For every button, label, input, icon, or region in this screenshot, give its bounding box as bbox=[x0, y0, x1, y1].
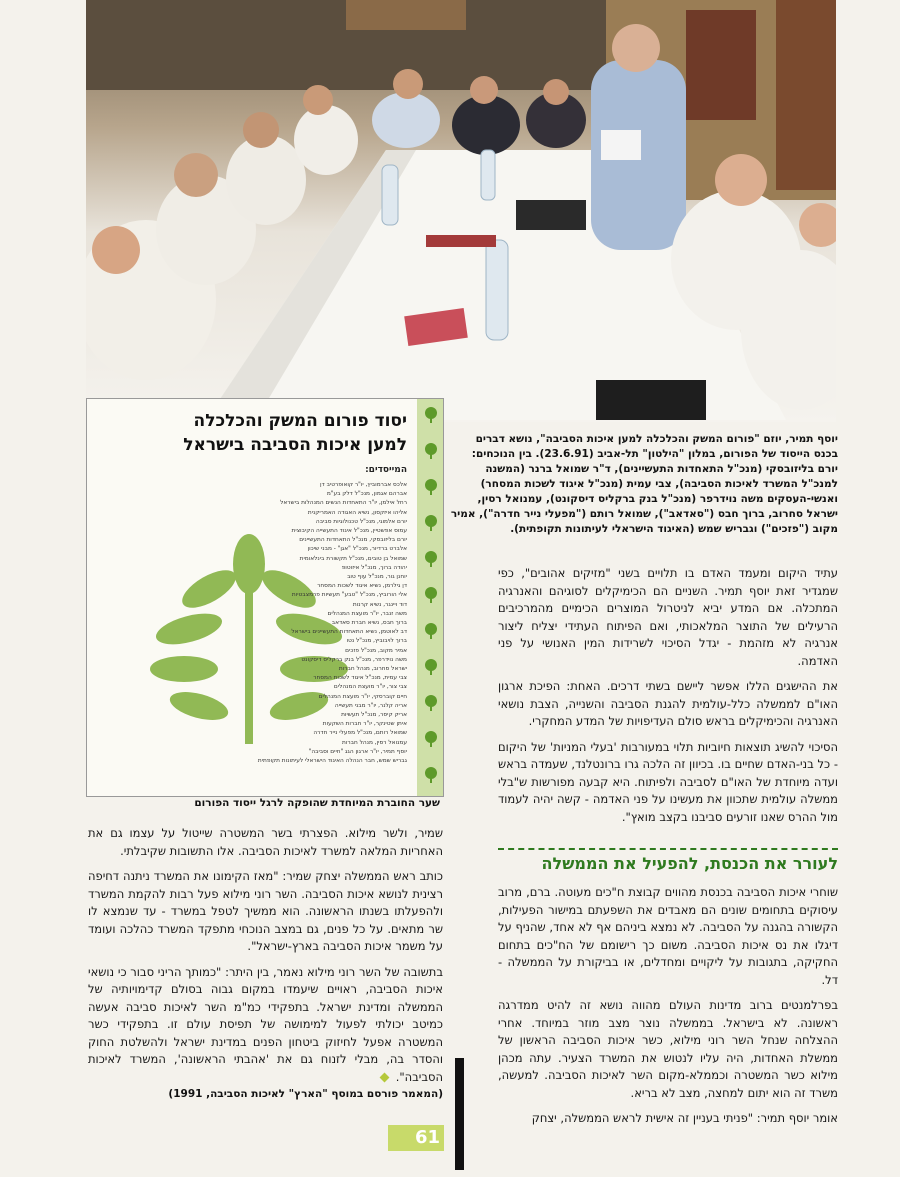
founder-name: אמיר מקוב, מנכ"ל פזכים bbox=[345, 647, 407, 654]
founder-name: איתן שטינקר, יו"ר חברות השקעות bbox=[322, 721, 407, 728]
article-column-left bbox=[88, 825, 443, 1094]
founder-name: אריה קלנר, יו"ר מבני תעשייה bbox=[334, 702, 407, 709]
founder-name: ישראל סחרוב, מנהל חברות bbox=[338, 666, 407, 673]
founder-name: יורם בליזובסקי, מנכ"ל התאחדות התעשיינים bbox=[299, 537, 407, 544]
meeting-photo-illustration bbox=[86, 0, 836, 422]
founder-name: עמנואל רסין, מנהל חברות bbox=[341, 739, 407, 746]
founder-name: משה זנבר, יו"ר מועצת המנהלים bbox=[327, 610, 407, 617]
photo-caption: יוסף תמיר, יוזם "פורום המשק והכלכלה למען איכות הסביבה", נושא דברים בכנס הייסוד של הפורום, במלון "הילטון" תל-אביב (23.6.91). בין הנוכחים: יורם בליזובסקי (מנכ"ל התאחדות התעשיינים), ד"ר שמואל ברנר (המשנה למנכ"ל המשרד לאיכות הסביבה), צבי עמית (מנכ"ל איגוד לשכות המסחר) ואנשי-העסקים משה נוידרפר (מנכ"ל בנק ברקליס דיסקונט), עמנואל רסין, ישראל סחרוב, ברוך חבס ("סאדאב"), שמואל רותם ("מפעלי נייר חדרה"), אמיר מקוב ("פזכים") וגבריש שמש (האיגוד הישראלי לעיתונות תקופתית). bbox=[450, 433, 838, 535]
paragraph: שוחרי איכות הסביבה בכנסת מהווים קבוצת ח"כים מעוטה. ברם, מרוב עיסוקים בתחומים שונים הם מאבדים את השפעתם במישור הפעילות, הקשורה בהגנה על הסביבה. לא נמצא ביניהם אף לא אחד, שהניף על דיגלו את נס איכות הסביבה. משום כך רישומם של הח"כים בתחום החקיקה, בתגובות על ליקויים ומחדלים, או בביקורת על הממשלה - דל. bbox=[498, 885, 838, 987]
meeting-photo bbox=[86, 0, 836, 422]
founder-name: חיים קוברסקי, יו"ר מועצת המנהלים bbox=[318, 693, 407, 700]
paragraph: עתיד היקום ומעמד האדם בו תלויים בשני "מזיקים אהובים", כפי שמגדיר זאת יוסף תמיר. השניים הם הכימיקלים לסוגיהם והאנרגיה המתכלה. אם המדע יביא לניטרול המוצרים הכימיים מהמרכיבים הרעילים של התוצר המלאכותי, ואם הפיתוח העתידי יצליח ליצור אנרגיה לא מזהמת - יגדל הסיכוי לשרידות המין האנושי על פני האדמה. bbox=[498, 566, 838, 668]
booklet-caption: שער החוברת המיוחדת שהופקה לרגל ייסוד הפורום bbox=[194, 797, 440, 809]
paragraph-text: בתשובה של השר רוני מילוא נאמר, בין היתר: "כמותך הריני סבור כי נושאי איכות הסביבה, ראויים שיעמדו במקום גבוה בסולם קדימויותיה של הממשלה ומדינת ישראל. בתפקידי כמ"מ השר לאיכות סביבה אעשה כמיטב יכולתי לפעול למימושה של תפיסת עולם זו. בתפקידי כשר המשטרה אפעל לחיזוק ביטחון הפנים במדינת ישראל ולהשלטת החוק והסדר בה, מבלי לזנוח גם את 'אהבתי הראשונה', המשרד לאיכות הסביבה". bbox=[88, 964, 443, 1084]
paragraph: את ההישגים הללו אפשר ליישם בשתי דרכים. האחת: הפיכת ארגון האו"ם לממשלה כלל-עולמית להגנת הסביבה והשנייה, הצבת נושאי האנרגיה והכימיקלים בראש סולם העדיפויות של המדע המחקרי. bbox=[498, 679, 838, 728]
page-number: 61 bbox=[388, 1125, 444, 1151]
page-divider-bar bbox=[455, 1058, 464, 1170]
founder-name: אריק קיסר, מנכ"ל תעשיות bbox=[341, 712, 407, 719]
founder-name: ברוך חבס, נשיא חברת סאדאב bbox=[331, 620, 407, 627]
section-heading: לעורר את הכנסת, להפעיל את הממשלה bbox=[498, 848, 838, 873]
tree-icon bbox=[423, 659, 439, 675]
founder-name: יוחנן גור, מנכ"ל עוף טוב bbox=[347, 574, 407, 581]
founder-name: אליהו איזקסון, נשיא האגודה האמריקנית bbox=[307, 509, 407, 516]
tree-icon bbox=[423, 587, 439, 603]
tree-icon bbox=[423, 443, 439, 459]
paragraph: בפרלמנטים ברוב מדינות העולם מהווה נושא זה להיט ממדרגה ראשונה. לא בישראל. בממשלה נוצר מצב מוזר במיוחד. אחרי ההצלחה שנחל השר רוני מילוא, כשר איכות הסביבה הראשון של ממשלת האחדות, היה עליו לנטוש את המשרד הצעיר. עתה מכהן מילוא כשר המשטרה וכממלא-מקום השר לאיכות הסביבה. למעשה, משרד זה הוא יתום למחצה, מצב לא בריא. bbox=[498, 998, 838, 1100]
tree-icon bbox=[423, 695, 439, 711]
booklet-title-line1: יסוד פורום המשק והכלכלה bbox=[193, 411, 407, 431]
paragraph: הסיכוי להשיג תוצאות חיוביות תלוי במעורבות 'בעלי המניות' של היקום - כל בני-האדם שחיים בו. בכיוון זה הלכה גרו ברונטלנד, שעמדה בראש ועדה מיוחדת של האו"ם לסביבה ולפיתוח. היא קבעה מפורשות ש"בלי ממשלה עולמית שתכוון את מעשינו על פני האדמה - קשה יהיה לעמוד מול ההרס שאנו זורעים סביבנו בקצב מואץ". bbox=[498, 739, 838, 824]
founder-name: דן גילרמן, נשיא איגוד לשכות המסחר bbox=[317, 583, 407, 590]
paragraph: אומר יוסף תמיר: "פניתי בעניין זה אישית לראש הממשלה, יצחק bbox=[531, 1111, 838, 1125]
tree-icon bbox=[423, 515, 439, 531]
paragraph bbox=[88, 964, 443, 1087]
founder-name: משה נוידרפר, מנכ"ל בנק ברקליס דיסקונט bbox=[301, 656, 407, 663]
founder-name: אלברט ברדיור, מנכ"ל "אגן" - מבני שיכון bbox=[307, 546, 407, 553]
founder-name: שמואל רותם, מנכ"ל מפעלי נייר חדרה bbox=[313, 730, 407, 737]
paragraph: כותב ראש הממשלה יצחק שמיר: "מאז הקימונו את המשרד ניתנה דחיפה רצינית לנושא איכות הסביבה. השר רוני מילוא פעל רבות להקמת המשרד ולהפעלתו בשנתו הראשונה. הוא ממשיך לטפל במשרד - עד שנמצא לו שר מתאים. על כל פנים, גם במצב הנוכחי מתפקד המשרד כהלכה ועומד על משמר איכות הסביבה בארץ-ישראל". bbox=[88, 869, 443, 953]
founder-name: גבריש שמש, חבר הנהלה האיגוד הישראלי לעיתונות תקופתית bbox=[257, 758, 407, 765]
founders-list bbox=[107, 481, 407, 766]
tree-icon bbox=[423, 623, 439, 639]
article-column-right-top bbox=[498, 565, 838, 834]
tree-icon bbox=[423, 479, 439, 495]
booklet-title-line2: למען איכות הסביבה בישראל bbox=[183, 435, 407, 455]
tree-icon bbox=[423, 407, 439, 423]
founder-name: רחל אילמן, יו"ר התאחדות הנשים המנהלות בישראל bbox=[280, 500, 407, 507]
founder-name: דב לאוטמן, נשיא התאחדות התעשיינים בישראל bbox=[291, 629, 407, 636]
founder-name: יורם אלמוגי, מנכ"ל טכנולוגיות סביבה bbox=[315, 518, 407, 525]
founder-name: ברוך לויבוביץ, מנכ"ל נטו bbox=[346, 638, 407, 645]
founder-name: אברהם אגמון, מנכ"ל דלק בע"מ bbox=[326, 491, 407, 498]
founder-name: יהודה ברוך, מנכ"ל איזוטופ bbox=[341, 564, 407, 571]
end-mark-icon bbox=[380, 1072, 390, 1082]
paragraph: שמיר, ולשר מילוא. הפצרתי בשר המשטרה שייטול על עצמו גם את האחריות המלאה למשרד לאיכות הסביבה. אלו התשובות שקיבלתי. bbox=[88, 826, 443, 858]
founder-name: דוד ויינגר, נשיא קרנות bbox=[352, 601, 407, 608]
tree-icon bbox=[423, 551, 439, 567]
founder-name: צבי צור, יו"ר מועצת המנהלים bbox=[333, 684, 407, 691]
founder-name: שמואל בן טובים, מנכ"ל תקשורת בינלאומית bbox=[299, 555, 407, 562]
booklet-founders-label: המייסדים: bbox=[365, 465, 407, 475]
booklet-title bbox=[107, 409, 407, 457]
booklet-cover bbox=[86, 398, 444, 797]
founder-name: אלכס אברמוביץ, יו"ר קואופרטיב דן bbox=[319, 482, 407, 488]
tree-icon bbox=[423, 731, 439, 747]
article-column-right-bottom bbox=[498, 884, 838, 1136]
founder-name: אלי הורוביץ, מנכ"ל "טבע" תעשיות פרמצבטיות bbox=[291, 592, 407, 599]
founder-name: צבי עמית, מנכ"ל איגוד לשכות המסחר bbox=[313, 675, 407, 682]
tree-icon bbox=[423, 767, 439, 783]
founder-name: עמוס אפשטיין, מנכ"ל איגוד התעשייה הקיבוצית bbox=[291, 528, 407, 535]
founder-name: יוסף תמיר, יו"ר ארגון הגג "חיים וסביבה" bbox=[308, 748, 407, 755]
source-note: (המאמר פורסם במוסף "הארץ" לאיכות הסביבה, 1991) bbox=[168, 1088, 443, 1100]
